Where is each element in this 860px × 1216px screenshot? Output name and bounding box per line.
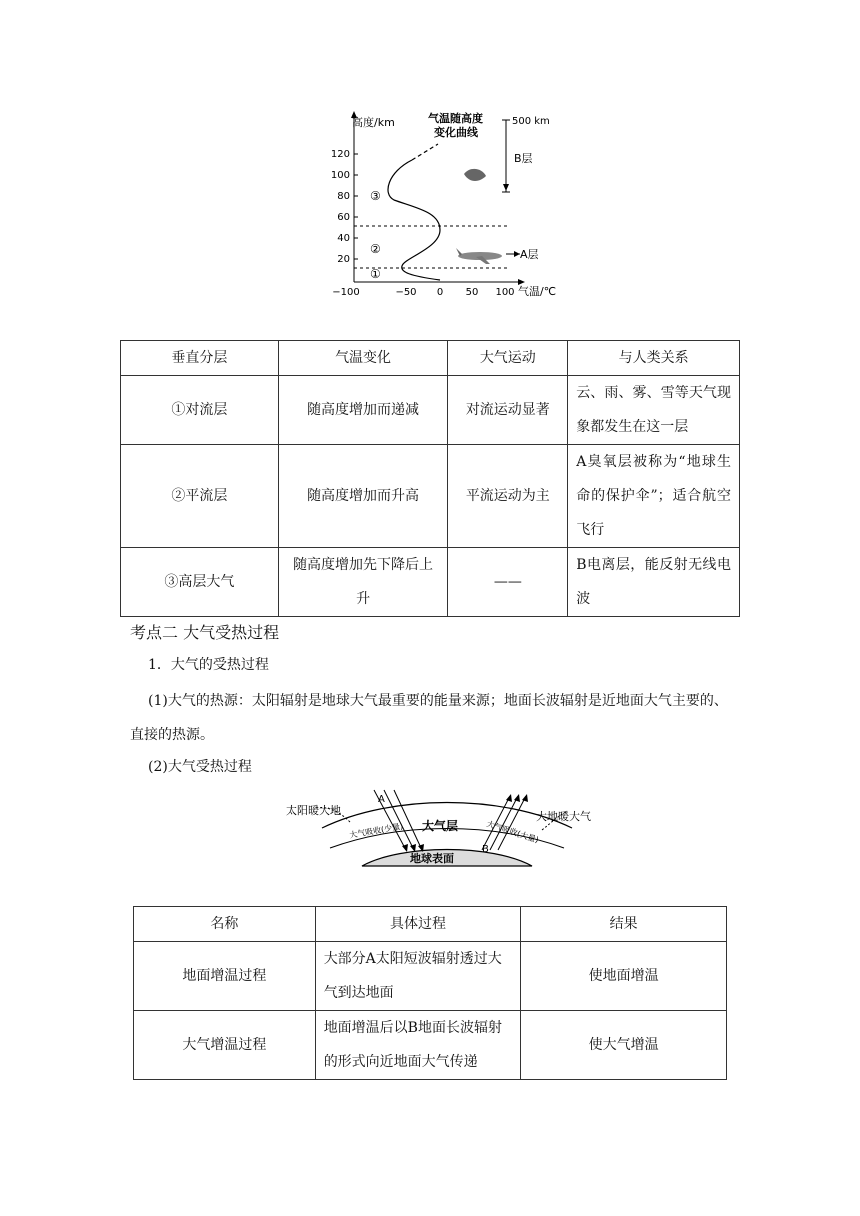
cell-name: 大气增温过程 xyxy=(134,1011,316,1080)
cell-layer: ③高层大气 xyxy=(121,548,279,617)
x-tick: 100 xyxy=(495,287,515,298)
table-row xyxy=(134,942,727,1011)
table-header-row xyxy=(121,341,740,376)
y-tick: 60 xyxy=(337,212,350,223)
layer-b-label: B层 xyxy=(514,152,533,165)
cell-layer: ②平流层 xyxy=(121,445,279,548)
layer-1-marker: ① xyxy=(370,267,381,281)
cell-motion: —— xyxy=(448,548,568,617)
header-cell: 大气运动 xyxy=(448,341,568,376)
left-caption: 太阳暖大地 xyxy=(286,804,341,817)
layer-3-marker: ③ xyxy=(370,189,381,203)
curve-label-line2: 变化曲线 xyxy=(434,126,478,139)
arrow-a-label: A xyxy=(378,794,385,805)
y-tick: 20 xyxy=(337,254,350,265)
table-row xyxy=(121,376,740,445)
cell-temp: 随高度增加先下降后上升 xyxy=(278,548,448,617)
temperature-curve xyxy=(388,160,440,280)
cell-motion: 平流运动为主 xyxy=(448,445,568,548)
top-marker-500km: 500 km xyxy=(512,116,550,127)
heating-process-table xyxy=(133,906,727,1080)
table-row xyxy=(121,548,740,617)
atmosphere-layers-table xyxy=(120,340,740,617)
cell-layer: ①对流层 xyxy=(121,376,279,445)
x-tick: −50 xyxy=(395,287,417,298)
x-tick: −100 xyxy=(332,287,360,298)
paragraph-heat-source: (1)大气的热源：太阳辐射是地球大气最重要的能量来源；地面长波辐射是近地面大气主要的、直接的热源。 xyxy=(130,693,728,743)
y-tick: 100 xyxy=(330,170,350,181)
temperature-altitude-figure xyxy=(330,108,570,300)
atmosphere-heating-figure xyxy=(282,786,610,870)
absorb-large-label: 大气吸收(大量) xyxy=(485,819,540,845)
cell-temp: 随高度增加而升高 xyxy=(278,445,448,548)
y-axis-label: 高度/km xyxy=(352,116,395,129)
header-cell: 与人类关系 xyxy=(568,341,740,376)
section-title: 考点二 大气受热过程 xyxy=(130,623,280,642)
cell-name: 地面增温过程 xyxy=(134,942,316,1011)
paragraph-process-heading: (2)大气受热过程 xyxy=(148,759,252,775)
cell-motion: 对流运动显著 xyxy=(448,376,568,445)
y-tick: 120 xyxy=(330,149,350,160)
atmosphere-layer-label: 大气层 xyxy=(422,819,459,833)
layer-2-marker: ② xyxy=(370,242,381,256)
curve-dashed-extension xyxy=(412,144,438,160)
header-cell: 气温变化 xyxy=(278,341,448,376)
earth-surface-label: 地球表面 xyxy=(410,852,454,865)
arrow-b-label: B xyxy=(482,844,489,855)
layer-a-label: A层 xyxy=(520,248,539,261)
header-cell: 具体过程 xyxy=(315,907,521,942)
right-caption: 大地暖大气 xyxy=(536,810,591,823)
cell-relation: B电离层，能反射无线电波 xyxy=(568,548,740,617)
cell-result: 使大气增温 xyxy=(521,1011,727,1080)
header-cell: 垂直分层 xyxy=(121,341,279,376)
table-row xyxy=(121,445,740,548)
cell-relation: A臭氧层被称为“地球生命的保护伞”；适合航空飞行 xyxy=(568,445,740,548)
cell-result: 使地面增温 xyxy=(521,942,727,1011)
item-heading: 1．大气的受热过程 xyxy=(148,657,269,673)
absorb-small-label: 大气吸收(少量) xyxy=(348,821,404,840)
x-tick: 0 xyxy=(436,287,444,298)
header-cell: 结果 xyxy=(521,907,727,942)
y-tick: 40 xyxy=(337,233,350,244)
cell-relation: 云、雨、雾、雪等天气现象都发生在这一层 xyxy=(568,376,740,445)
curve-label-line1: 气温随高度 xyxy=(428,112,483,125)
cell-temp: 随高度增加而递减 xyxy=(278,376,448,445)
cell-process: 地面增温后以B地面长波辐射的形式向近地面大气传递 xyxy=(315,1011,521,1080)
x-tick: 50 xyxy=(465,287,479,298)
cell-process: 大部分A太阳短波辐射透过大气到达地面 xyxy=(315,942,521,1011)
y-tick: 80 xyxy=(337,191,350,202)
header-cell: 名称 xyxy=(134,907,316,942)
airplane-icon xyxy=(456,248,502,264)
table-header-row xyxy=(134,907,727,942)
table-row xyxy=(134,1011,727,1080)
x-axis-label: 气温/℃ xyxy=(518,285,557,298)
ionosphere-aurora-icon xyxy=(464,169,486,181)
